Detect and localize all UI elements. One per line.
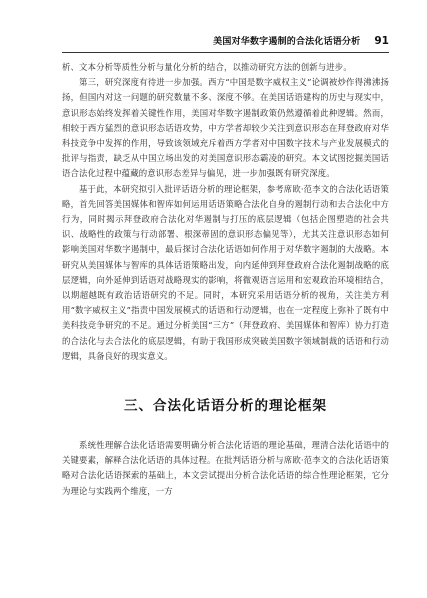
paragraph-research-depth: 第三，研究深度有待进一步加强。西方“中国是数字威权主义”论调被炒作得沸沸扬扬，但国内对这一问题的研究数量不多、深度不够。在美国话语建构的历史与现实中，意识形态始终发挥着关键性作用，美国对华数字遏制政策仍然遵循着此种逻辑。然而，相较于西方猛烈的意识形态话语攻势，中方学者却较少关注到意识形态在拜登政府对华科技竞争中发挥的作用，导致该领域充斥着西方学者对中国数字技术与产业发展模式的批评与指责，缺乏从中国立场出发的对美国意识形态霸凌的研究。本文试图挖掘美国话语合法化过程中蕴藏的意识形态差异与偏见，进一步加强既有研究深度。 bbox=[62, 77, 389, 179]
paragraph-research-framework: 基于此，本研究拟引入批评话语分析的理论框架，参考席欧·范李文的合法化话语策略，首先回答美国媒体和智库如何运用话语策略合法化自身的遏制行动和去合法化中方行为，同时揭示拜登政府合法化对华遏制与打压的底层逻辑（包括企图塑造的社会共识、战略性的政策与行动部署、根深蒂固的意识形态偏见等），尤其关注意识形态如何影响美国对华数字遏制中，最后探讨合法化话语如何作用于对华数字遏制的大战略。本研究从美国媒体与智库的具体话语策略出发，向内延伸到拜登政府合法化遏制战略的底层逻辑，向外延伸到话语对战略现实的影响，将微观语言运用和宏观政治环境相结合，以期超越既有政治话语研究的不足。同时，本研究采用话语分析的视角，关注美方利用“数字威权主义”指责中国发展模式的话语和行动逻辑，也在一定程度上弥补了既有中美科技竞争研究的不足。通过分析美国“三方”（拜登政府、美国媒体和智库）协力打造的合法化与去合法化的底层逻辑，有助于我国形成突破美国数字领域制裁的话语和行动逻辑，具备良好的现实意义。 bbox=[62, 183, 389, 361]
paragraph-theory-intro: 系统性理解合法化话语需要明确分析合法化话语的理论基础，理清合法化话语中的关键要素，解释合法化话语的具体过程。在批判话语分析与席欧·范李文的合法化话语策略对合法化话语探索的基础上，本文尝试提出分析合法化话语的综合性理论框架，它分为理论与实践两个维度，一方 bbox=[62, 440, 389, 496]
running-header bbox=[62, 34, 389, 50]
paragraph-continuation: 析、文本分析等质性分析与量化分析的结合，以推动研究方法的创新与进步。 bbox=[62, 62, 352, 72]
section-heading: 三、合法化话语分析的理论框架 bbox=[124, 398, 327, 415]
header-rule bbox=[62, 52, 389, 53]
running-header-title: 美国对华数字遏制的合法化话语分析 bbox=[213, 37, 361, 47]
page-number: 91 bbox=[374, 35, 389, 47]
body-text bbox=[62, 60, 389, 499]
